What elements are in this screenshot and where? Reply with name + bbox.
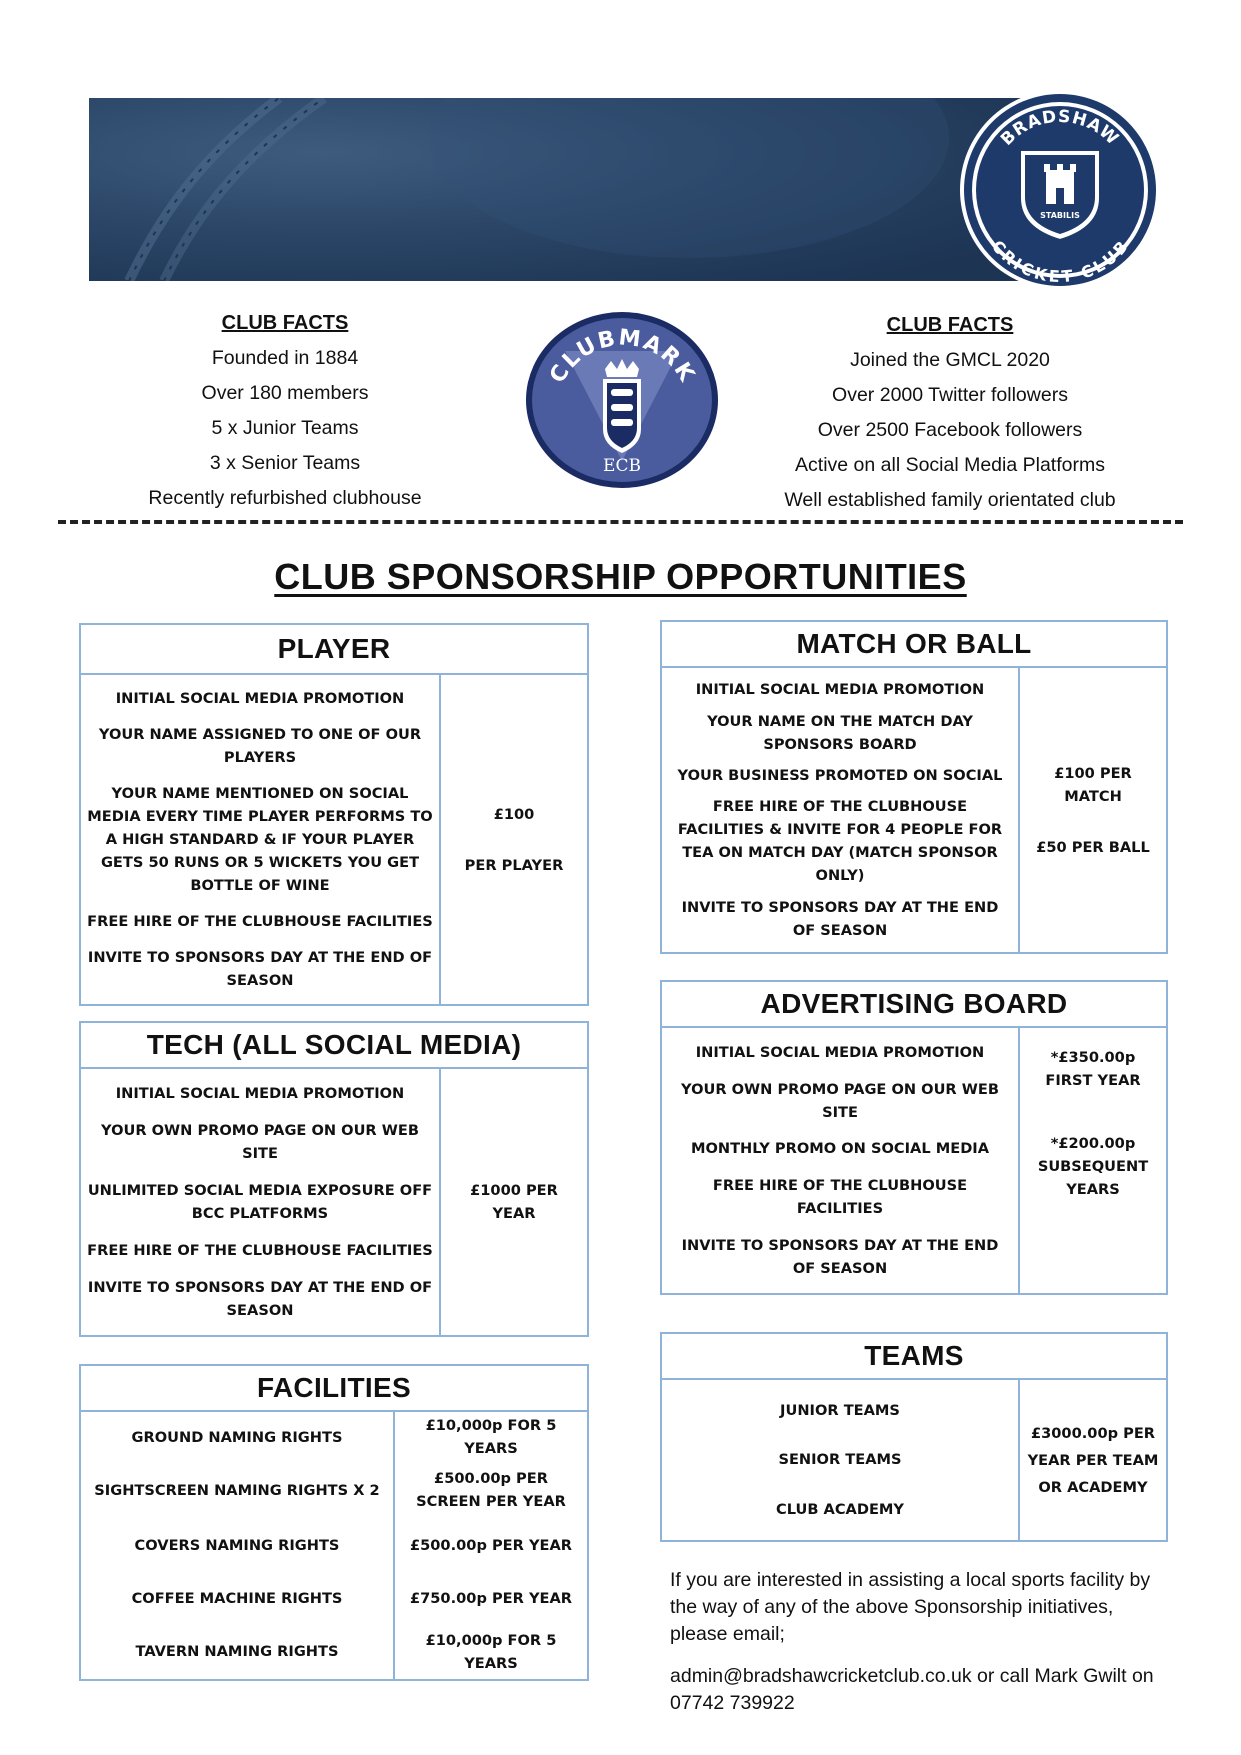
fact-item: Founded in 1884: [211, 347, 359, 369]
page-title: [0, 556, 1241, 598]
box-title: PLAYER: [81, 625, 587, 675]
box-title: TEAMS: [662, 1334, 1166, 1380]
facility-row: [81, 1412, 587, 1462]
logo-motto: STABILIS: [1040, 211, 1080, 220]
facilities-sponsorship-box: [79, 1364, 589, 1681]
box-title: FACILITIES: [81, 1366, 587, 1412]
facility-price: £500.00p PER SCREEN PER YEAR: [416, 1470, 566, 1510]
benefit-item: UNLIMITED SOCIAL MEDIA EXPOSURE OFF BCC PLATFORMS: [87, 1182, 433, 1222]
ecb-text: ECB: [603, 456, 641, 476]
advertising-board-sponsorship-box: [660, 980, 1168, 1295]
facility-row: [81, 1518, 587, 1572]
fact-item: Over 180 members: [201, 382, 369, 404]
castle-icon: [1044, 164, 1076, 204]
fact-item: 5 x Junior Teams: [211, 417, 359, 439]
dashed-divider: [58, 520, 1183, 524]
box-title: MATCH OR BALL: [662, 622, 1166, 668]
cricket-ball-seam-graphic: [89, 98, 1029, 281]
match-or-ball-sponsorship-box: [660, 620, 1168, 954]
benefit-item: INITIAL SOCIAL MEDIA PROMOTION: [115, 690, 405, 708]
price-amount: £3000.00p PER YEAR PER TEAM OR ACADEMY: [1027, 1424, 1159, 1496]
benefit-item: INVITE TO SPONSORS DAY AT THE END OF SEASON: [87, 1279, 433, 1319]
benefit-item: MONTHLY PROMO ON SOCIAL MEDIA: [690, 1140, 990, 1158]
fact-item: Active on all Social Media Platforms: [795, 454, 1105, 476]
benefit-item: SENIOR TEAMS: [778, 1451, 902, 1469]
facility-price: £10,000p FOR 5 YEARS: [425, 1417, 557, 1457]
price-amount: £1000 PER YEAR: [470, 1182, 558, 1222]
facility-name: GROUND NAMING RIGHTS: [81, 1412, 395, 1462]
club-facts-left: [110, 306, 460, 516]
benefit-item: YOUR OWN PROMO PAGE ON OUR WEB SITE: [101, 1122, 419, 1162]
fact-item: Over 2500 Facebook followers: [817, 419, 1083, 441]
facility-name: COFFEE MACHINE RIGHTS: [81, 1572, 395, 1624]
fact-item: 3 x Senior Teams: [209, 452, 361, 474]
facility-price: £500.00p PER YEAR: [409, 1536, 573, 1554]
clubmark-text: CLUBMARK: [545, 325, 700, 388]
facility-name: TAVERN NAMING RIGHTS: [81, 1624, 395, 1679]
facility-name: SIGHTSCREEN NAMING RIGHTS X 2: [81, 1462, 395, 1518]
contact-details[interactable]: admin@bradshawcricketclub.co.uk or call Mark Gwilt on 07742 739922: [670, 1665, 1154, 1714]
benefit-item: INVITE TO SPONSORS DAY AT THE END OF SEASON: [681, 1237, 999, 1278]
player-sponsorship-box: [79, 623, 589, 1006]
logo-top-text: BRADSHAW: [997, 106, 1123, 150]
price-first-year: *£350.00p FIRST YEAR: [1045, 1049, 1141, 1089]
price-unit: PER PLAYER: [464, 856, 564, 874]
benefit-item: INITIAL SOCIAL MEDIA PROMOTION: [115, 1085, 405, 1102]
fact-item: Joined the GMCL 2020: [850, 349, 1050, 371]
header-banner: [89, 98, 1029, 281]
price-amount: £100: [493, 805, 535, 823]
benefit-item: YOUR NAME ASSIGNED TO ONE OF OUR PLAYERS: [98, 726, 422, 767]
three-lions-icon: [603, 359, 641, 453]
benefit-item: FREE HIRE OF THE CLUBHOUSE FACILITIES: [87, 1242, 433, 1259]
facility-row: [81, 1624, 587, 1679]
benefit-item: FREE HIRE OF THE CLUBHOUSE FACILITIES: [712, 1177, 968, 1218]
tech-sponsorship-box: [79, 1021, 589, 1337]
facility-price: £10,000p FOR 5 YEARS: [425, 1631, 557, 1672]
benefit-item: YOUR OWN PROMO PAGE ON OUR WEB SITE: [681, 1080, 999, 1121]
logo-bottom-text: CRICKET CLUB: [987, 236, 1133, 287]
benefit-item: YOUR BUSINESS PROMOTED ON SOCIAL: [677, 766, 1003, 784]
price-amount: £100 PER MATCH: [1054, 764, 1132, 805]
clubmark-logo: [525, 311, 720, 489]
price-subsequent-years: *£200.00p SUBSEQUENT YEARS: [1037, 1135, 1149, 1198]
benefit-item: JUNIOR TEAMS: [780, 1402, 900, 1420]
fact-item: Over 2000 Twitter followers: [832, 384, 1068, 406]
facility-name: COVERS NAMING RIGHTS: [81, 1518, 395, 1572]
teams-sponsorship-box: [660, 1332, 1168, 1542]
box-title: TECH (ALL SOCIAL MEDIA): [81, 1023, 587, 1069]
fact-item: Recently refurbished clubhouse: [148, 487, 422, 509]
box-title: ADVERTISING BOARD: [662, 982, 1166, 1028]
benefit-item: INITIAL SOCIAL MEDIA PROMOTION: [695, 681, 985, 699]
benefit-item: CLUB ACADEMY: [775, 1500, 905, 1518]
benefit-item: FREE HIRE OF THE CLUBHOUSE FACILITIES: [87, 912, 433, 930]
benefit-item: INVITE TO SPONSORS DAY AT THE END OF SEASON: [87, 948, 433, 989]
club-facts-right: [740, 308, 1160, 518]
benefit-item: INITIAL SOCIAL MEDIA PROMOTION: [695, 1043, 985, 1061]
benefit-item: YOUR NAME MENTIONED ON SOCIAL MEDIA EVERY TIME PLAYER PERFORMS TO A HIGH STANDARD & IF YOUR PLAYER GETS 50 RUNS OR 5 WICKETS YOU GET BOTTLE OF WINE: [87, 784, 433, 894]
fact-item: Well established family orientated club: [784, 489, 1116, 511]
facility-row: [81, 1462, 587, 1518]
club-facts-heading: CLUB FACTS: [221, 312, 349, 334]
benefit-item: INVITE TO SPONSORS DAY AT THE END OF SEASON: [681, 898, 999, 939]
club-facts-heading: CLUB FACTS: [886, 314, 1014, 336]
benefit-item: FREE HIRE OF THE CLUBHOUSE FACILITIES & INVITE FOR 4 PEOPLE FOR TEA ON MATCH DAY (MATCH SPONSOR ONLY): [677, 798, 1003, 885]
contact-text: If you are interested in assisting a local sports facility by the way of any of the above Sponsorship initiatives, please email;: [670, 1569, 1151, 1645]
facility-row: [81, 1572, 587, 1624]
benefit-item: YOUR NAME ON THE MATCH DAY SPONSORS BOARD: [707, 712, 973, 753]
page-title-text: CLUB SPONSORSHIP OPPORTUNITIES: [274, 556, 967, 597]
price-amount: £50 PER BALL: [1036, 838, 1150, 856]
club-logo: [958, 88, 1163, 293]
facility-price: £750.00p PER YEAR: [409, 1589, 573, 1607]
